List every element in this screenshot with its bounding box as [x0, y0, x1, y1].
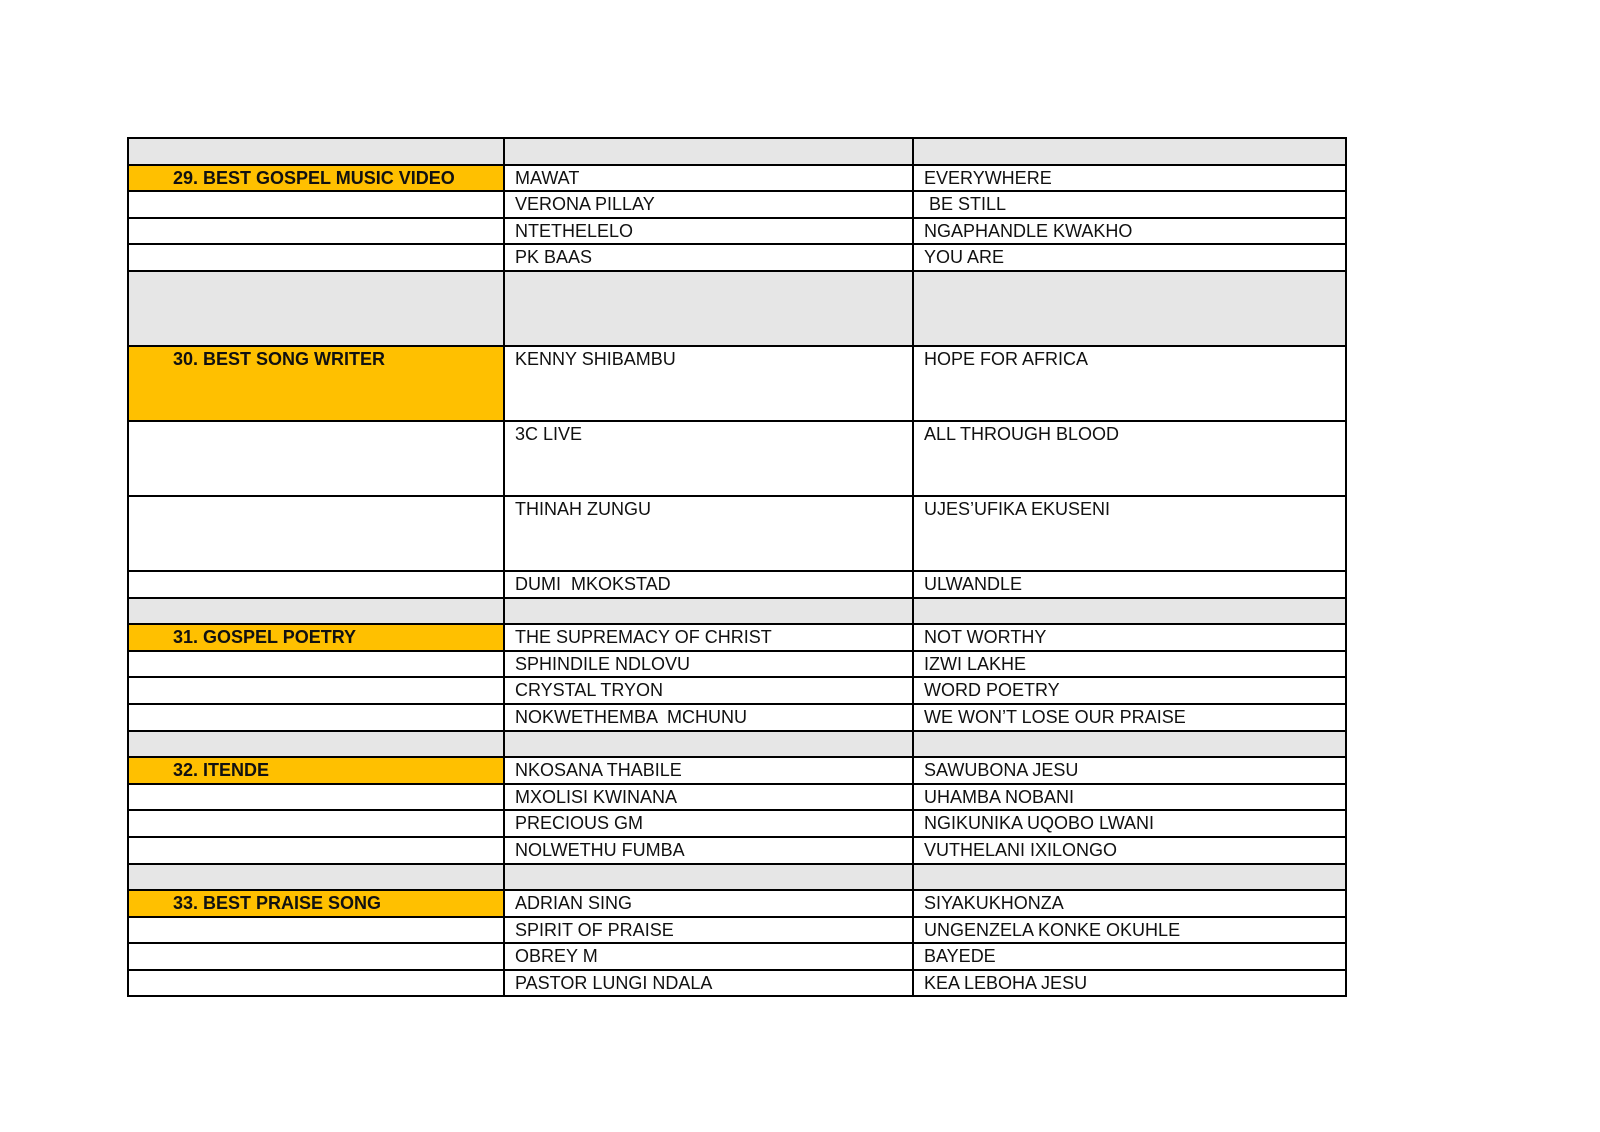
spacer-cell	[504, 271, 913, 346]
category-label: 29. BEST GOSPEL MUSIC VIDEO	[128, 165, 504, 192]
spacer-row	[128, 864, 1346, 891]
title-cell: EVERYWHERE	[913, 165, 1346, 192]
category-label: 30. BEST SONG WRITER	[128, 346, 504, 421]
artist-cell: 3C LIVE	[504, 421, 913, 496]
spacer-cell	[128, 271, 504, 346]
artist-cell: PASTOR LUNGI NDALA	[504, 970, 913, 997]
artist-cell: THE SUPREMACY OF CHRIST	[504, 624, 913, 651]
title-cell: NGIKUNIKA UQOBO LWANI	[913, 810, 1346, 837]
artist-cell: NOKWETHEMBA MCHUNU	[504, 704, 913, 731]
artist-cell: THINAH ZUNGU	[504, 496, 913, 571]
title-cell: WE WON’T LOSE OUR PRAISE	[913, 704, 1346, 731]
nominees-sheet	[127, 137, 1347, 997]
empty-cell	[128, 837, 504, 864]
spacer-cell	[504, 864, 913, 891]
spacer-row	[128, 598, 1346, 625]
spacer-row	[128, 271, 1346, 346]
table-row	[128, 970, 1346, 997]
table-row	[128, 917, 1346, 944]
table-row	[128, 218, 1346, 245]
title-cell: UNGENZELA KONKE OKUHLE	[913, 917, 1346, 944]
table-row	[128, 704, 1346, 731]
spacer-cell	[913, 864, 1346, 891]
empty-cell	[128, 571, 504, 598]
artist-cell: NKOSANA THABILE	[504, 757, 913, 784]
empty-cell	[128, 970, 504, 997]
title-cell: ULWANDLE	[913, 571, 1346, 598]
spacer-cell	[504, 598, 913, 625]
table-row	[128, 571, 1346, 598]
artist-cell: VERONA PILLAY	[504, 191, 913, 218]
table-row	[128, 943, 1346, 970]
nominees-table	[127, 137, 1347, 997]
title-cell: HOPE FOR AFRICA	[913, 346, 1346, 421]
title-cell: WORD POETRY	[913, 677, 1346, 704]
empty-cell	[128, 704, 504, 731]
category-label: 31. GOSPEL POETRY	[128, 624, 504, 651]
empty-cell	[128, 810, 504, 837]
title-cell: YOU ARE	[913, 244, 1346, 271]
artist-cell: KENNY SHIBAMBU	[504, 346, 913, 421]
title-cell: IZWI LAKHE	[913, 651, 1346, 678]
artist-cell: ADRIAN SING	[504, 890, 913, 917]
table-row	[128, 496, 1346, 571]
spacer-cell	[128, 731, 504, 758]
artist-cell: NOLWETHU FUMBA	[504, 837, 913, 864]
title-cell: UJES’UFIKA EKUSENI	[913, 496, 1346, 571]
table-row	[128, 191, 1346, 218]
spacer-cell	[128, 864, 504, 891]
title-cell: NOT WORTHY	[913, 624, 1346, 651]
artist-cell: MAWAT	[504, 165, 913, 192]
title-cell: VUTHELANI IXILONGO	[913, 837, 1346, 864]
empty-cell	[128, 917, 504, 944]
empty-cell	[128, 496, 504, 571]
category-label: 32. ITENDE	[128, 757, 504, 784]
artist-cell: SPHINDILE NDLOVU	[504, 651, 913, 678]
empty-cell	[128, 677, 504, 704]
spacer-cell	[913, 271, 1346, 346]
empty-cell	[128, 651, 504, 678]
empty-cell	[128, 784, 504, 811]
table-row	[128, 810, 1346, 837]
title-cell: BAYEDE	[913, 943, 1346, 970]
spacer-cell	[128, 598, 504, 625]
empty-cell	[128, 244, 504, 271]
artist-cell: DUMI MKOKSTAD	[504, 571, 913, 598]
table-row	[128, 651, 1346, 678]
title-cell: SIYAKUKHONZA	[913, 890, 1346, 917]
empty-cell	[128, 421, 504, 496]
spacer-cell	[913, 731, 1346, 758]
table-row	[128, 890, 1346, 917]
table-row	[128, 421, 1346, 496]
spacer-cell	[504, 138, 913, 165]
table-row	[128, 837, 1346, 864]
table-row	[128, 677, 1346, 704]
artist-cell: SPIRIT OF PRAISE	[504, 917, 913, 944]
title-cell: ALL THROUGH BLOOD	[913, 421, 1346, 496]
table-row	[128, 244, 1346, 271]
artist-cell: OBREY M	[504, 943, 913, 970]
artist-cell: PK BAAS	[504, 244, 913, 271]
table-row	[128, 784, 1346, 811]
artist-cell: CRYSTAL TRYON	[504, 677, 913, 704]
artist-cell: MXOLISI KWINANA	[504, 784, 913, 811]
artist-cell: NTETHELELO	[504, 218, 913, 245]
table-row	[128, 624, 1346, 651]
spacer-cell	[504, 731, 913, 758]
category-label: 33. BEST PRAISE SONG	[128, 890, 504, 917]
title-cell: NGAPHANDLE KWAKHO	[913, 218, 1346, 245]
table-row	[128, 346, 1346, 421]
table-row	[128, 757, 1346, 784]
spacer-row	[128, 731, 1346, 758]
artist-cell: PRECIOUS GM	[504, 810, 913, 837]
spacer-cell	[128, 138, 504, 165]
title-cell: BE STILL	[913, 191, 1346, 218]
empty-cell	[128, 943, 504, 970]
spacer-cell	[913, 598, 1346, 625]
empty-cell	[128, 218, 504, 245]
title-cell: SAWUBONA JESU	[913, 757, 1346, 784]
table-row	[128, 165, 1346, 192]
title-cell: KEA LEBOHA JESU	[913, 970, 1346, 997]
spacer-cell	[913, 138, 1346, 165]
spacer-row	[128, 138, 1346, 165]
empty-cell	[128, 191, 504, 218]
title-cell: UHAMBA NOBANI	[913, 784, 1346, 811]
